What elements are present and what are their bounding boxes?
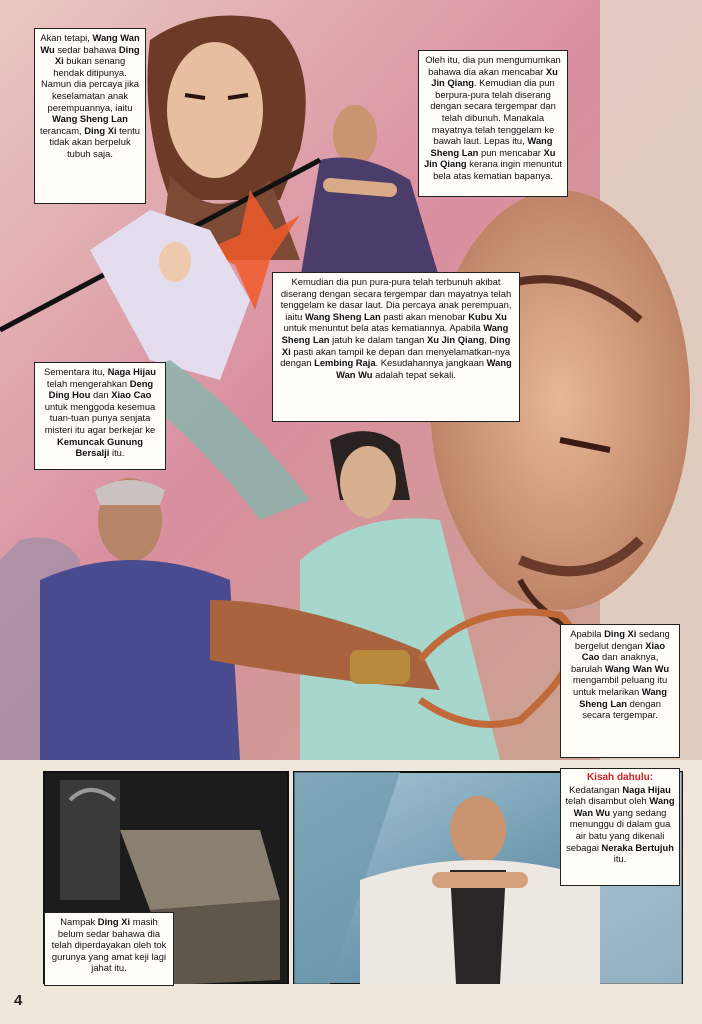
caption-name-highlight: Naga Hijau	[622, 783, 671, 795]
caption-text: itu.	[613, 853, 627, 865]
caption-name-highlight: Wang Sheng Lan	[430, 135, 553, 158]
caption-heading: Kisah dahulu:	[586, 772, 654, 783]
caption-text: pasti akan tampil ke depan dan menyelamatkan-nya dengan	[280, 345, 511, 369]
caption-name-highlight: Kubu Xu	[468, 310, 507, 322]
caption-text: ,	[484, 333, 490, 345]
caption-name-highlight: Xu Jin Qiang	[423, 146, 556, 170]
caption-text: sedang bergelut dengan	[574, 628, 670, 651]
caption-name-highlight: Wang Wan Wu	[336, 357, 512, 380]
caption-name-highlight: Wang Wan Wu	[604, 662, 670, 674]
caption-text: telah mengerahkan	[46, 377, 130, 389]
caption-text: dengan secara tergempar.	[582, 697, 661, 721]
caption-text: sedar bahawa	[54, 43, 119, 55]
caption-text: tentu tidak akan berpeluk tubuh saja.	[49, 124, 141, 159]
caption-text: itu.	[109, 447, 125, 459]
caption-name-highlight: Wang Sheng Lan	[305, 310, 381, 322]
caption-text: pun mencabar	[478, 146, 544, 158]
caption-text: bukan senang hendak ditipunya. Namun dia percaya jika keselamatan anak perempuannya, iaitu	[41, 55, 139, 113]
caption-text: pasti akan menobar	[380, 310, 469, 322]
caption-name-highlight: Wang Sheng Lan	[52, 113, 128, 125]
caption-text: telah disambut oleh	[565, 795, 650, 807]
caption-name-highlight: Wang Wan Wu	[40, 32, 140, 55]
caption-name-highlight: Lembing Raja	[314, 357, 376, 369]
caption-name-highlight: Naga Hijau	[107, 366, 157, 377]
caption-text: untuk menuntut bela atas kematiannya. Apabila	[283, 322, 484, 334]
caption-box-3	[272, 272, 520, 422]
caption-text: terancam,	[39, 124, 85, 136]
caption-text: dan anaknya, barulah	[570, 651, 659, 674]
caption-name-highlight: Ding Xi	[84, 124, 117, 136]
caption-name-highlight: Wang Wan Wu	[573, 795, 675, 818]
caption-name-highlight: Xiao Cao	[111, 389, 152, 401]
caption-text: Apabila	[570, 628, 605, 639]
caption-name-highlight: Xu Jin Qiang	[431, 65, 558, 89]
caption-text: Sementara itu,	[43, 366, 108, 377]
caption-text: yang sedang menunggu di dalam gua air batu yang dikenali sebagai	[566, 806, 671, 853]
caption-box-6	[560, 768, 680, 886]
caption-text: kerana ingin menuntut bela atas kematian bapanya.	[433, 158, 563, 181]
caption-name-highlight: Xu Jin Qiang	[427, 333, 485, 345]
caption-box-2	[418, 50, 568, 197]
caption-text: Oleh itu, dia pun mengumumkan bahawa dia akan mencabar	[425, 54, 561, 77]
caption-name-highlight: Ding Xi	[281, 333, 511, 357]
page-number: 4	[14, 992, 23, 1009]
caption-text: untuk menggoda kesemua tuan-tuan punya senjata misteri itu agar berkejar ke	[44, 400, 156, 435]
caption-name-highlight: Ding Xi	[54, 43, 140, 67]
caption-name-highlight: Deng Ding Hou	[48, 377, 154, 401]
caption-text: mengambil peluang itu untuk melarikan	[572, 674, 668, 697]
caption-name-highlight: Kemuncak Gunung Bersalji	[57, 435, 143, 459]
caption-name-highlight: Xiao Cao	[581, 639, 666, 663]
caption-text: Akan tetapi,	[40, 32, 93, 43]
caption-box-4	[34, 362, 166, 470]
caption-name-highlight: Ding Xi	[604, 628, 637, 639]
caption-name-highlight: Wang Sheng Lan	[579, 685, 667, 709]
caption-text: dan	[90, 389, 112, 401]
caption-box-7	[44, 912, 174, 986]
caption-text: adalah tepat sekali.	[372, 368, 456, 380]
caption-box-1	[34, 28, 146, 204]
caption-box-5	[560, 624, 680, 758]
caption-text: jatuh ke dalam tangan	[329, 333, 427, 345]
caption-text: . Kesudahannya jangkaan	[375, 357, 487, 369]
caption-text: Kemudian dia pun pura-pura telah terbunuh akibat diserang dengan secara tergempar dan mayatnya telah tenggelam ke dasar laut. Dia percaya anak perempuan, iaitu	[280, 276, 512, 322]
caption-text: masih belum sedar bahawa dia telah diperdayakan oleh tok gurunya yang amat keji lagi jahat itu.	[51, 916, 167, 974]
caption-text: . Kemudian dia pun berpura-pura telah diserang dengan secara tergempar dan telah dibunuh. Manakala mayatnya telah tenggelam ke bawah laut. Lepas itu,	[430, 77, 556, 147]
caption-name-highlight: Wang Sheng Lan	[281, 322, 509, 345]
caption-name-highlight: Neraka Bertujuh	[601, 841, 674, 853]
caption-text: Nampak	[60, 916, 98, 927]
caption-name-highlight: Ding Xi	[97, 916, 131, 927]
caption-text: Kedatangan	[569, 783, 623, 795]
